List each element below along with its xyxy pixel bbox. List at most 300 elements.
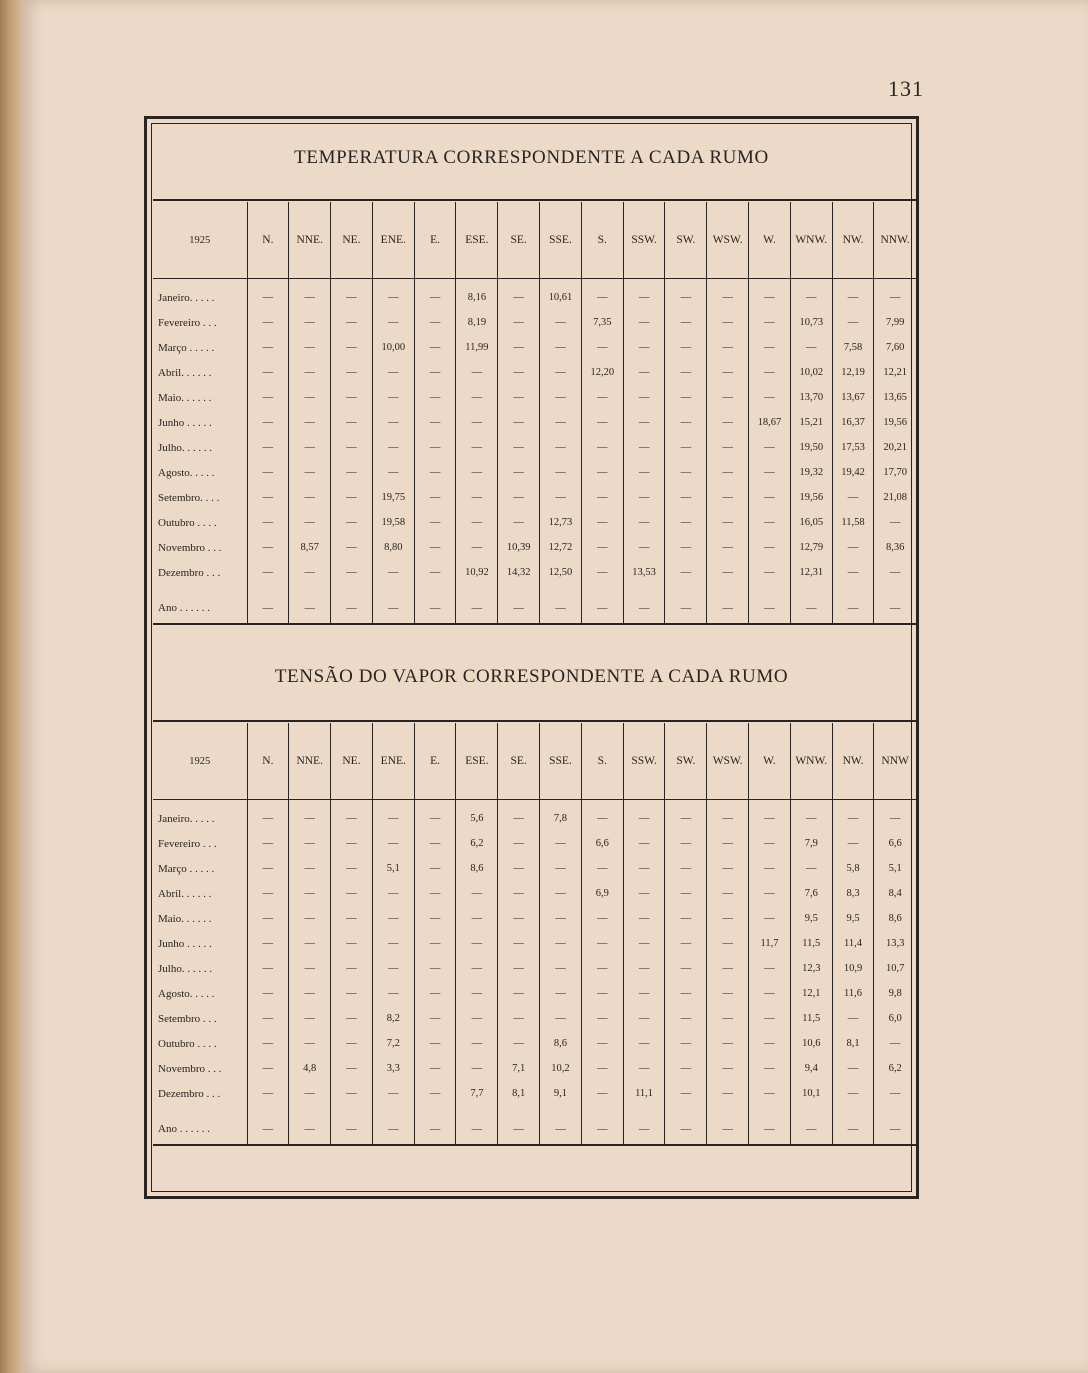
- table-cell: —: [414, 560, 456, 585]
- table-cell: 8,57: [289, 535, 331, 560]
- table-cell: 8,6: [456, 856, 498, 881]
- table-cell: —: [832, 279, 874, 311]
- row-label: Março . . . . .: [158, 341, 215, 354]
- row-label: Setembro . . .: [158, 1012, 217, 1025]
- table-cell: —: [540, 906, 582, 931]
- table-row: [153, 510, 916, 535]
- table-cell: —: [707, 335, 749, 360]
- table-cell: —: [540, 981, 582, 1006]
- spacer-cell: [749, 1106, 791, 1114]
- spacer-cell: [247, 1106, 289, 1114]
- table-cell: —: [414, 593, 456, 624]
- spacer-cell: [289, 1106, 331, 1114]
- table-cell: —: [414, 906, 456, 931]
- table-cell: 17,53: [832, 435, 874, 460]
- table-cell: —: [331, 800, 373, 832]
- table-cell: —: [372, 279, 414, 311]
- spacer-cell: [874, 1106, 916, 1114]
- table-cell: —: [790, 1114, 832, 1145]
- direction-header: N.: [247, 723, 289, 800]
- table-cell: —: [331, 435, 373, 460]
- table-cell: —: [581, 906, 623, 931]
- header-row: [153, 723, 916, 800]
- table-cell: 12,73: [540, 510, 582, 535]
- spacer-cell: [456, 585, 498, 593]
- table-cell: —: [623, 931, 665, 956]
- table-cell: —: [247, 931, 289, 956]
- temperature-table-title: TEMPERATURA CORRESPONDENTE A CADA RUMO: [294, 147, 769, 168]
- table-cell: 7,8: [540, 800, 582, 832]
- table-row: [153, 856, 916, 881]
- row-label: Agosto. . . . .: [158, 466, 215, 479]
- table-cell: —: [247, 410, 289, 435]
- table-cell: —: [372, 560, 414, 585]
- table-cell: —: [665, 981, 707, 1006]
- table-cell: 7,7: [456, 1081, 498, 1106]
- table-cell: —: [665, 335, 707, 360]
- table-cell: —: [707, 385, 749, 410]
- table-cell: —: [749, 981, 791, 1006]
- table-cell: —: [665, 1031, 707, 1056]
- total-row: [153, 1114, 916, 1145]
- table-cell: —: [749, 800, 791, 832]
- table-cell: 10,9: [832, 956, 874, 981]
- table-cell: —: [372, 360, 414, 385]
- table-cell: —: [540, 485, 582, 510]
- direction-header: NE.: [331, 202, 373, 279]
- table-cell: —: [707, 931, 749, 956]
- table-cell: —: [372, 435, 414, 460]
- row-label: Ano . . . . . .: [153, 1114, 247, 1145]
- table-row: [153, 310, 916, 335]
- table-cell: —: [623, 410, 665, 435]
- spacer-cell: [153, 1106, 247, 1114]
- table-cell: —: [665, 881, 707, 906]
- table-cell: —: [623, 485, 665, 510]
- table-cell: —: [498, 593, 540, 624]
- table-cell: —: [581, 931, 623, 956]
- table-cell: —: [331, 593, 373, 624]
- table-cell: —: [331, 410, 373, 435]
- table-cell: —: [289, 1031, 331, 1056]
- table-cell: —: [749, 360, 791, 385]
- table-cell: —: [414, 535, 456, 560]
- table-cell: —: [456, 485, 498, 510]
- table-cell: —: [247, 560, 289, 585]
- direction-header: SSE.: [540, 202, 582, 279]
- spacer-cell: [581, 585, 623, 593]
- table-cell: —: [498, 881, 540, 906]
- row-label: Ano . . . . . .: [153, 593, 247, 624]
- table-cell: 17,70: [874, 460, 916, 485]
- table-cell: —: [832, 1081, 874, 1106]
- table-cell: 10,02: [790, 360, 832, 385]
- temperature-table: [153, 202, 916, 625]
- table-cell: —: [331, 1114, 373, 1145]
- table-cell: —: [540, 931, 582, 956]
- table-cell: —: [498, 460, 540, 485]
- spacer-cell: [540, 1106, 582, 1114]
- row-label: Maio. . . . . .: [158, 912, 212, 925]
- direction-header: SSE.: [540, 723, 582, 800]
- table-cell: —: [456, 385, 498, 410]
- table-row: [153, 485, 916, 510]
- table-cell: —: [289, 1114, 331, 1145]
- table-cell: —: [623, 856, 665, 881]
- spacer-cell: [790, 1106, 832, 1114]
- table-cell: —: [623, 831, 665, 856]
- table-cell: 8,1: [832, 1031, 874, 1056]
- table-cell: 19,75: [372, 485, 414, 510]
- table-cell: 9,5: [832, 906, 874, 931]
- table-cell: —: [790, 279, 832, 311]
- table-cell: —: [289, 335, 331, 360]
- row-label: Fevereiro . . .: [158, 837, 217, 850]
- table-cell: 5,1: [372, 856, 414, 881]
- table-cell: 6,9: [581, 881, 623, 906]
- table-cell: —: [456, 435, 498, 460]
- table-cell: —: [665, 435, 707, 460]
- table-cell: —: [581, 279, 623, 311]
- spacer-cell: [372, 1106, 414, 1114]
- table-cell: 8,16: [456, 279, 498, 311]
- table-cell: —: [289, 856, 331, 881]
- table-cell: —: [414, 1081, 456, 1106]
- table-cell: —: [623, 435, 665, 460]
- table-cell: —: [456, 906, 498, 931]
- direction-header: N.: [247, 202, 289, 279]
- table-cell: —: [749, 856, 791, 881]
- spacer-cell: [289, 585, 331, 593]
- table-cell: —: [707, 435, 749, 460]
- table-cell: —: [707, 410, 749, 435]
- table-cell: —: [331, 906, 373, 931]
- table-cell: —: [665, 410, 707, 435]
- table-cell: —: [498, 485, 540, 510]
- table-cell: 19,32: [790, 460, 832, 485]
- table-cell: —: [331, 1031, 373, 1056]
- table-cell: —: [372, 881, 414, 906]
- table-cell: —: [749, 1031, 791, 1056]
- year-header: 1925: [153, 723, 247, 800]
- table-cell: —: [707, 856, 749, 881]
- table-cell: 6,6: [581, 831, 623, 856]
- table-row: [153, 460, 916, 485]
- table-cell: —: [498, 510, 540, 535]
- table-cell: —: [498, 410, 540, 435]
- row-label: Março . . . . .: [158, 862, 215, 875]
- table-cell: —: [540, 1114, 582, 1145]
- table-cell: —: [247, 1081, 289, 1106]
- table-cell: 7,2: [372, 1031, 414, 1056]
- table-cell: —: [372, 931, 414, 956]
- table-cell: —: [247, 385, 289, 410]
- table-cell: —: [581, 593, 623, 624]
- table-cell: 12,21: [874, 360, 916, 385]
- table-cell: 21,08: [874, 485, 916, 510]
- table-cell: 12,50: [540, 560, 582, 585]
- table-cell: 5,8: [832, 856, 874, 881]
- table-cell: —: [331, 881, 373, 906]
- table-cell: —: [665, 1081, 707, 1106]
- table-row: [153, 335, 916, 360]
- table-cell: —: [749, 831, 791, 856]
- table-cell: —: [749, 593, 791, 624]
- table-cell: —: [498, 1006, 540, 1031]
- table-cell: 10,92: [456, 560, 498, 585]
- table-cell: —: [289, 593, 331, 624]
- table-cell: —: [498, 981, 540, 1006]
- table-cell: 16,37: [832, 410, 874, 435]
- table-cell: —: [749, 906, 791, 931]
- table-cell: —: [414, 1006, 456, 1031]
- table-cell: —: [581, 510, 623, 535]
- spacer-cell: [749, 585, 791, 593]
- spacer-cell: [623, 585, 665, 593]
- table-cell: 10,73: [790, 310, 832, 335]
- table-cell: 10,1: [790, 1081, 832, 1106]
- table-cell: —: [498, 931, 540, 956]
- table-row: [153, 1031, 916, 1056]
- table-cell: —: [498, 385, 540, 410]
- vapor-tension-table: [153, 723, 916, 1146]
- table-cell: —: [540, 360, 582, 385]
- table-cell: 8,1: [498, 1081, 540, 1106]
- table-cell: —: [289, 931, 331, 956]
- table-cell: —: [331, 931, 373, 956]
- direction-header: WNW.: [790, 723, 832, 800]
- table-cell: —: [623, 1031, 665, 1056]
- table-cell: —: [498, 335, 540, 360]
- table-cell: 14,32: [498, 560, 540, 585]
- direction-header: NW.: [832, 723, 874, 800]
- table-cell: —: [623, 510, 665, 535]
- table-cell: —: [874, 510, 916, 535]
- table-cell: —: [581, 460, 623, 485]
- table-cell: —: [749, 1006, 791, 1031]
- table-cell: —: [749, 560, 791, 585]
- table-cell: 19,56: [790, 485, 832, 510]
- row-spacer: [153, 1106, 916, 1114]
- spacer-cell: [707, 585, 749, 593]
- table-cell: —: [247, 800, 289, 832]
- table-row: [153, 931, 916, 956]
- row-label: Janeiro. . . . .: [158, 812, 215, 825]
- table-cell: —: [623, 385, 665, 410]
- table-cell: —: [749, 1114, 791, 1145]
- row-label: Outubro . . . .: [158, 1037, 217, 1050]
- table-cell: —: [247, 485, 289, 510]
- table-cell: —: [790, 593, 832, 624]
- table-cell: —: [289, 360, 331, 385]
- row-label: Julho. . . . . .: [158, 962, 213, 975]
- spacer-cell: [331, 585, 373, 593]
- table-cell: —: [832, 560, 874, 585]
- table-cell: —: [707, 485, 749, 510]
- table-cell: —: [414, 1114, 456, 1145]
- table-row: [153, 831, 916, 856]
- row-label: Novembro . . .: [158, 1062, 222, 1075]
- table-row: [153, 360, 916, 385]
- table-cell: 10,61: [540, 279, 582, 311]
- table-cell: —: [665, 485, 707, 510]
- table-cell: —: [581, 335, 623, 360]
- table-cell: —: [456, 1031, 498, 1056]
- table-cell: —: [540, 310, 582, 335]
- spacer-cell: [540, 585, 582, 593]
- title-rule: [153, 720, 916, 722]
- direction-header: NNW.: [874, 202, 916, 279]
- row-label: Janeiro. . . . .: [158, 291, 215, 304]
- table-cell: —: [331, 310, 373, 335]
- table-cell: 19,50: [790, 435, 832, 460]
- table-cell: —: [540, 593, 582, 624]
- table-cell: —: [581, 1006, 623, 1031]
- table-cell: —: [372, 800, 414, 832]
- table-cell: —: [414, 881, 456, 906]
- table-cell: —: [832, 1114, 874, 1145]
- table-cell: —: [414, 1031, 456, 1056]
- table-row: [153, 560, 916, 585]
- spacer-cell: [665, 1106, 707, 1114]
- book-page: [22, 0, 1088, 1373]
- table-cell: 11,5: [790, 931, 832, 956]
- table-cell: 10,7: [874, 956, 916, 981]
- table-cell: —: [456, 956, 498, 981]
- direction-header: ENE.: [372, 202, 414, 279]
- table-cell: —: [247, 881, 289, 906]
- table-cell: —: [498, 435, 540, 460]
- table-cell: —: [289, 385, 331, 410]
- direction-header: ESE.: [456, 723, 498, 800]
- table-cell: —: [581, 856, 623, 881]
- table-cell: 12,3: [790, 956, 832, 981]
- table-cell: —: [289, 485, 331, 510]
- table-cell: —: [540, 410, 582, 435]
- table-cell: —: [372, 831, 414, 856]
- table-cell: —: [331, 560, 373, 585]
- table-cell: —: [581, 560, 623, 585]
- table-cell: —: [832, 1006, 874, 1031]
- table-cell: —: [414, 360, 456, 385]
- direction-header: WSW.: [707, 202, 749, 279]
- table-cell: —: [540, 956, 582, 981]
- table-cell: —: [707, 560, 749, 585]
- table-cell: —: [623, 1114, 665, 1145]
- table-cell: —: [707, 593, 749, 624]
- direction-header: E.: [414, 202, 456, 279]
- table-cell: —: [289, 410, 331, 435]
- direction-header: SE.: [498, 723, 540, 800]
- table-cell: —: [247, 360, 289, 385]
- table-cell: 10,00: [372, 335, 414, 360]
- table-cell: —: [331, 385, 373, 410]
- table-cell: —: [331, 1006, 373, 1031]
- table-cell: —: [749, 956, 791, 981]
- table-cell: 19,42: [832, 460, 874, 485]
- table-row: [153, 279, 916, 311]
- table-cell: —: [289, 310, 331, 335]
- vapor-table-title: TENSÃO DO VAPOR CORRESPONDENTE A CADA RUMO: [274, 666, 789, 687]
- table-row: [153, 800, 916, 832]
- table-cell: —: [749, 881, 791, 906]
- table-cell: 4,8: [289, 1056, 331, 1081]
- table-cell: —: [707, 800, 749, 832]
- table-cell: —: [247, 1056, 289, 1081]
- table-cell: 8,6: [874, 906, 916, 931]
- table-cell: —: [665, 831, 707, 856]
- table-cell: —: [749, 510, 791, 535]
- table-cell: —: [372, 1114, 414, 1145]
- table-cell: —: [581, 435, 623, 460]
- year-header: 1925: [153, 202, 247, 279]
- table-cell: —: [581, 800, 623, 832]
- table-cell: —: [247, 1031, 289, 1056]
- table-cell: 9,8: [874, 981, 916, 1006]
- table-cell: —: [331, 279, 373, 311]
- table-cell: 8,4: [874, 881, 916, 906]
- table-cell: 10,2: [540, 1056, 582, 1081]
- table-cell: —: [790, 800, 832, 832]
- direction-header: NNE.: [289, 723, 331, 800]
- spacer-cell: [456, 1106, 498, 1114]
- direction-header: WNW.: [790, 202, 832, 279]
- table-cell: —: [331, 1081, 373, 1106]
- table-cell: —: [289, 1081, 331, 1106]
- table-cell: —: [414, 931, 456, 956]
- table-cell: —: [581, 385, 623, 410]
- row-label: Dezembro . . .: [158, 566, 221, 579]
- table-cell: —: [247, 335, 289, 360]
- table-cell: —: [414, 956, 456, 981]
- table-cell: 13,53: [623, 560, 665, 585]
- table-cell: 8,2: [372, 1006, 414, 1031]
- table-cell: —: [665, 593, 707, 624]
- table-cell: —: [665, 931, 707, 956]
- table-cell: —: [289, 956, 331, 981]
- table-cell: —: [665, 510, 707, 535]
- table-cell: 20,21: [874, 435, 916, 460]
- table-cell: —: [790, 335, 832, 360]
- table-cell: —: [832, 800, 874, 832]
- spacer-cell: [707, 1106, 749, 1114]
- table-cell: —: [498, 310, 540, 335]
- row-label: Outubro . . . .: [158, 516, 217, 529]
- table-cell: —: [707, 1114, 749, 1145]
- table-cell: —: [665, 560, 707, 585]
- table-cell: 6,2: [874, 1056, 916, 1081]
- table-cell: 13,3: [874, 931, 916, 956]
- table-cell: —: [540, 435, 582, 460]
- direction-header: SW.: [665, 202, 707, 279]
- table-cell: 7,6: [790, 881, 832, 906]
- table-cell: —: [707, 831, 749, 856]
- row-label: Agosto. . . . .: [158, 987, 215, 1000]
- table-cell: 13,70: [790, 385, 832, 410]
- table-cell: 7,9: [790, 831, 832, 856]
- table-row: [153, 881, 916, 906]
- table-cell: —: [414, 1056, 456, 1081]
- table-cell: —: [331, 485, 373, 510]
- table-cell: 7,58: [832, 335, 874, 360]
- direction-header: SSW.: [623, 723, 665, 800]
- table-cell: 11,6: [832, 981, 874, 1006]
- table-cell: —: [247, 981, 289, 1006]
- table-cell: —: [456, 535, 498, 560]
- row-label: Fevereiro . . .: [158, 316, 217, 329]
- direction-header: S.: [581, 202, 623, 279]
- table-cell: —: [289, 435, 331, 460]
